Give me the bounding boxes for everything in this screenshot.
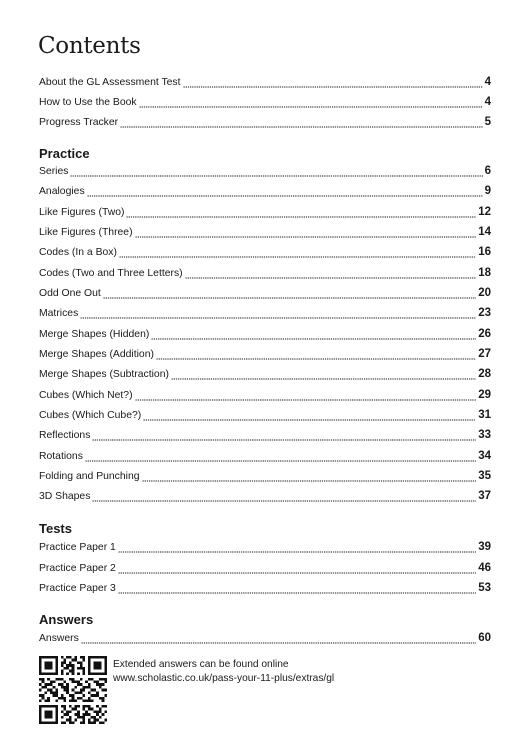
toc-entry-page: 53 — [478, 582, 491, 594]
toc-entry-label: Odd One Out — [39, 288, 101, 299]
toc-entry-label: Practice Paper 1 — [39, 542, 116, 553]
toc-entry-label: Series — [39, 166, 69, 177]
toc-entry-page: 46 — [478, 562, 491, 574]
toc-entry-page: 29 — [478, 389, 491, 401]
toc-entry-page: 12 — [478, 206, 491, 218]
toc-entry-label: Cubes (Which Net?) — [39, 390, 133, 401]
leader-dots — [85, 460, 476, 462]
toc-entry-page: 60 — [478, 632, 491, 644]
leader-dots — [135, 399, 477, 401]
toc-entry[interactable] — [39, 307, 491, 323]
leader-dots — [185, 277, 477, 279]
note-text: Extended answers can be found online — [113, 659, 289, 670]
toc-entry-page: 26 — [478, 328, 491, 340]
toc-entry[interactable] — [39, 96, 491, 112]
toc-entry[interactable] — [39, 287, 491, 303]
extended-answers-note — [113, 658, 334, 686]
toc-entry-page: 14 — [478, 226, 491, 238]
toc-entry-label: Practice Paper 3 — [39, 583, 116, 594]
leader-dots — [81, 642, 476, 644]
toc-entry-label: Answers — [39, 633, 79, 644]
toc-entry-label: 3D Shapes — [39, 491, 91, 502]
toc-entry[interactable] — [39, 582, 491, 598]
toc-entry[interactable] — [39, 348, 491, 364]
leader-dots — [142, 480, 477, 482]
page-title: Contents — [38, 33, 141, 59]
leader-dots — [118, 592, 476, 594]
toc-entry-page: 5 — [484, 116, 491, 128]
toc-entry[interactable] — [39, 490, 491, 506]
toc-entry-page: 34 — [478, 450, 491, 462]
leader-dots — [139, 106, 483, 108]
toc-entry[interactable] — [39, 165, 491, 181]
toc-entry-label: Codes (Two and Three Letters) — [39, 268, 183, 279]
leader-dots — [92, 500, 476, 502]
website-link[interactable]: www.scholastic.co.uk/pass-your-11-plus/extras/gl — [113, 673, 335, 684]
leader-dots — [80, 317, 476, 319]
toc-entry-page: 20 — [478, 287, 491, 299]
section-heading-tests: Tests — [39, 521, 72, 536]
toc-entry-page: 9 — [484, 185, 491, 197]
toc-entry-label: Merge Shapes (Addition) — [39, 349, 154, 360]
toc-entry[interactable] — [39, 185, 491, 201]
toc-entry-page: 4 — [484, 96, 491, 108]
leader-dots — [103, 297, 476, 299]
toc-entry-label: Codes (In a Box) — [39, 247, 117, 258]
toc-entry-page: 33 — [478, 429, 491, 441]
toc-entry[interactable] — [39, 368, 491, 384]
leader-dots — [118, 551, 476, 553]
toc-entry[interactable] — [39, 226, 491, 242]
toc-entry-page: 31 — [478, 409, 491, 421]
leader-dots — [135, 236, 477, 238]
leader-dots — [171, 378, 476, 380]
toc-entry[interactable] — [39, 76, 491, 92]
toc-entry-label: Cubes (Which Cube?) — [39, 410, 142, 421]
toc-entry[interactable] — [39, 116, 491, 132]
leader-dots — [120, 126, 482, 128]
toc-entry-label: Reflections — [39, 430, 91, 441]
leader-dots — [126, 216, 476, 218]
leader-dots — [70, 175, 482, 177]
section-heading-practice: Practice — [39, 146, 90, 161]
toc-entry-label: Merge Shapes (Hidden) — [39, 329, 150, 340]
toc-entry-page: 4 — [484, 76, 491, 88]
toc-entry-label: Like Figures (Three) — [39, 227, 133, 238]
toc-entry-page: 28 — [478, 368, 491, 380]
toc-entry[interactable] — [39, 450, 491, 466]
toc-entry-label: Progress Tracker — [39, 117, 119, 128]
leader-dots — [151, 338, 476, 340]
toc-entry[interactable] — [39, 267, 491, 283]
toc-entry[interactable] — [39, 429, 491, 445]
toc-entry[interactable] — [39, 562, 491, 578]
toc-entry[interactable] — [39, 541, 491, 557]
toc-entry-label: Analogies — [39, 186, 85, 197]
toc-entry-label: Matrices — [39, 308, 79, 319]
leader-dots — [92, 439, 476, 441]
toc-entry[interactable] — [39, 328, 491, 344]
toc-entry-label: Practice Paper 2 — [39, 563, 116, 574]
leader-dots — [156, 358, 476, 360]
leader-dots — [183, 86, 483, 88]
toc-entry[interactable] — [39, 389, 491, 405]
toc-entry-page: 23 — [478, 307, 491, 319]
toc-entry-page: 35 — [478, 470, 491, 482]
toc-entry-page: 16 — [478, 246, 491, 258]
toc-entry-page: 39 — [478, 541, 491, 553]
leader-dots — [87, 195, 483, 197]
toc-entry-page: 27 — [478, 348, 491, 360]
toc-entry[interactable] — [39, 409, 491, 425]
section-heading-answers: Answers — [39, 612, 94, 627]
toc-entry[interactable] — [39, 632, 491, 648]
toc-entry[interactable] — [39, 206, 491, 222]
toc-entry-page: 6 — [484, 165, 491, 177]
qr-code-icon[interactable] — [39, 656, 107, 724]
toc-entry-page: 37 — [478, 490, 491, 502]
leader-dots — [143, 419, 476, 421]
leader-dots — [118, 572, 476, 574]
toc-entry-label: How to Use the Book — [39, 97, 137, 108]
toc-entry-label: About the GL Assessment Test — [39, 77, 181, 88]
toc-entry[interactable] — [39, 246, 491, 262]
toc-entry-label: Rotations — [39, 451, 83, 462]
toc-entry-label: Folding and Punching — [39, 471, 140, 482]
toc-entry-label: Merge Shapes (Subtraction) — [39, 369, 169, 380]
toc-entry-page: 18 — [478, 267, 491, 279]
toc-entry[interactable] — [39, 470, 491, 486]
leader-dots — [119, 256, 476, 258]
toc-entry-label: Like Figures (Two) — [39, 207, 125, 218]
